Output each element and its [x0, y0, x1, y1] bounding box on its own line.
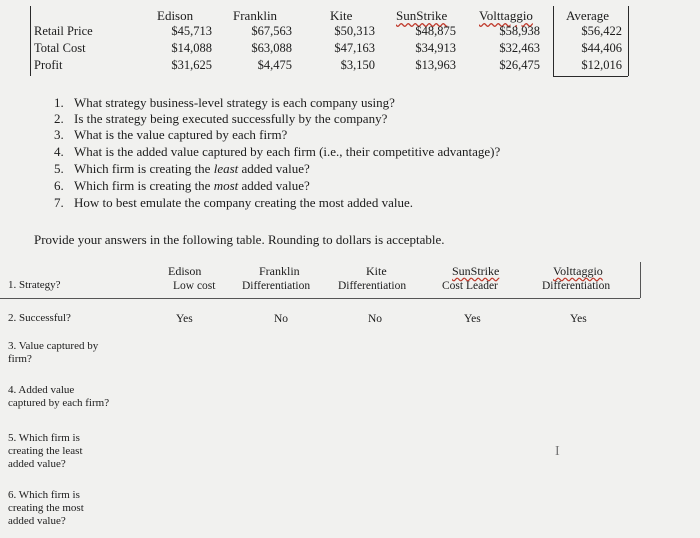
header-volttaggio: Volttaggio	[479, 8, 533, 23]
question-6	[54, 178, 310, 194]
cell-retail-kite: $50,313	[334, 24, 375, 38]
question-text: Is the strategy being executed successfully by the company?	[74, 111, 388, 126]
answer-strategy-volttaggio[interactable]: Differentiation	[542, 280, 611, 292]
instruction-text: Provide your answers in the following table. Rounding to dollars is acceptable.	[34, 232, 445, 247]
table-bottom-rule	[553, 76, 628, 77]
answer-row-label-successful: 2. Successful?	[8, 312, 71, 324]
question-number: 1.	[54, 95, 64, 110]
answer-strategy-edison[interactable]: Low cost	[173, 280, 216, 292]
question-4	[54, 144, 500, 160]
header-kite: Kite	[330, 8, 353, 23]
answer-successful-sunstrike[interactable]: Yes	[464, 313, 481, 325]
question-number: 2.	[54, 111, 64, 126]
question-number: 4.	[54, 144, 64, 159]
question-emphasis: most	[213, 178, 239, 193]
answer-row-label-value-captured: 3. Value captured by firm?	[8, 340, 99, 365]
header-average: Average	[566, 8, 610, 23]
cell-retail-edison: $45,713	[171, 24, 212, 38]
question-text: Which firm is creating the	[74, 178, 214, 193]
question-7	[54, 195, 413, 211]
row-label-retail-price: Retail Price	[34, 24, 93, 38]
cell-cost-kite: $47,163	[334, 41, 375, 55]
answer-row-label-added-value: 4. Added value captured by each firm?	[8, 384, 110, 409]
cell-profit-average: $12,016	[581, 58, 622, 72]
answer-successful-volttaggio[interactable]: Yes	[570, 313, 587, 325]
question-text: What is the added value captured by each firm (i.e., their competitive advantage)?	[74, 144, 501, 159]
row-label-profit: Profit	[34, 58, 63, 72]
row-label-total-cost: Total Cost	[34, 41, 86, 55]
cell-cost-volttaggio: $32,463	[499, 41, 540, 55]
question-1	[54, 95, 395, 111]
question-2	[54, 111, 387, 127]
question-text: What is the value captured by each firm?	[74, 127, 288, 142]
question-emphasis: least	[213, 161, 239, 176]
cell-retail-average: $56,422	[581, 24, 622, 38]
table-divider-right	[628, 6, 629, 76]
cell-profit-sunstrike: $13,963	[415, 58, 456, 72]
cell-profit-volttaggio: $26,475	[499, 58, 540, 72]
answer-table-header-rule	[0, 298, 640, 299]
answer-strategy-franklin[interactable]: Differentiation	[242, 280, 311, 292]
header-franklin: Franklin	[233, 8, 278, 23]
answer-header-franklin: Franklin	[259, 264, 300, 278]
cell-retail-sunstrike: $48,875	[415, 24, 456, 38]
answer-header-kite: Kite	[366, 264, 387, 278]
header-sunstrike: SunStrike	[396, 8, 448, 23]
question-number: 3.	[54, 127, 64, 142]
cell-profit-franklin: $4,475	[257, 58, 292, 72]
answer-table-right-rule	[640, 262, 641, 298]
answer-row-label-least-added-value: 5. Which firm is creating the least added value?	[8, 432, 83, 470]
question-number: 7.	[54, 195, 64, 210]
answer-strategy-kite[interactable]: Differentiation	[338, 280, 407, 292]
question-text: What strategy business-level strategy is each company using?	[74, 95, 395, 110]
question-text: added value?	[238, 178, 310, 193]
cell-retail-volttaggio: $58,938	[499, 24, 540, 38]
text-cursor-icon: I	[555, 444, 560, 459]
cell-cost-franklin: $63,088	[251, 41, 292, 55]
cell-cost-average: $44,406	[581, 41, 622, 55]
answer-successful-edison[interactable]: Yes	[176, 313, 193, 325]
answer-successful-kite[interactable]: No	[368, 313, 383, 325]
question-number: 6.	[54, 178, 64, 193]
question-text: added value?	[238, 161, 310, 176]
answer-header-volttaggio: Volttaggio	[553, 264, 603, 278]
answer-header-edison: Edison	[168, 264, 202, 278]
cell-cost-edison: $14,088	[171, 41, 212, 55]
question-text: How to best emulate the company creating the most added value.	[74, 195, 413, 210]
cell-retail-franklin: $67,563	[251, 24, 292, 38]
answer-row-label-strategy: 1. Strategy?	[8, 279, 61, 291]
table-divider-left	[30, 6, 31, 76]
table-divider-average	[553, 6, 554, 76]
answer-row-label-most-added-value: 6. Which firm is creating the most added value?	[8, 489, 84, 527]
question-text: Which firm is creating the	[74, 161, 214, 176]
answer-header-sunstrike: SunStrike	[452, 264, 500, 278]
header-edison: Edison	[157, 8, 194, 23]
cell-cost-sunstrike: $34,913	[415, 41, 456, 55]
question-number: 5.	[54, 161, 64, 176]
cell-profit-kite: $3,150	[340, 58, 375, 72]
answer-successful-franklin[interactable]: No	[274, 313, 289, 325]
question-5	[54, 161, 310, 177]
cell-profit-edison: $31,625	[171, 58, 212, 72]
answer-strategy-sunstrike[interactable]: Cost Leader	[442, 280, 498, 292]
question-3	[54, 127, 287, 143]
